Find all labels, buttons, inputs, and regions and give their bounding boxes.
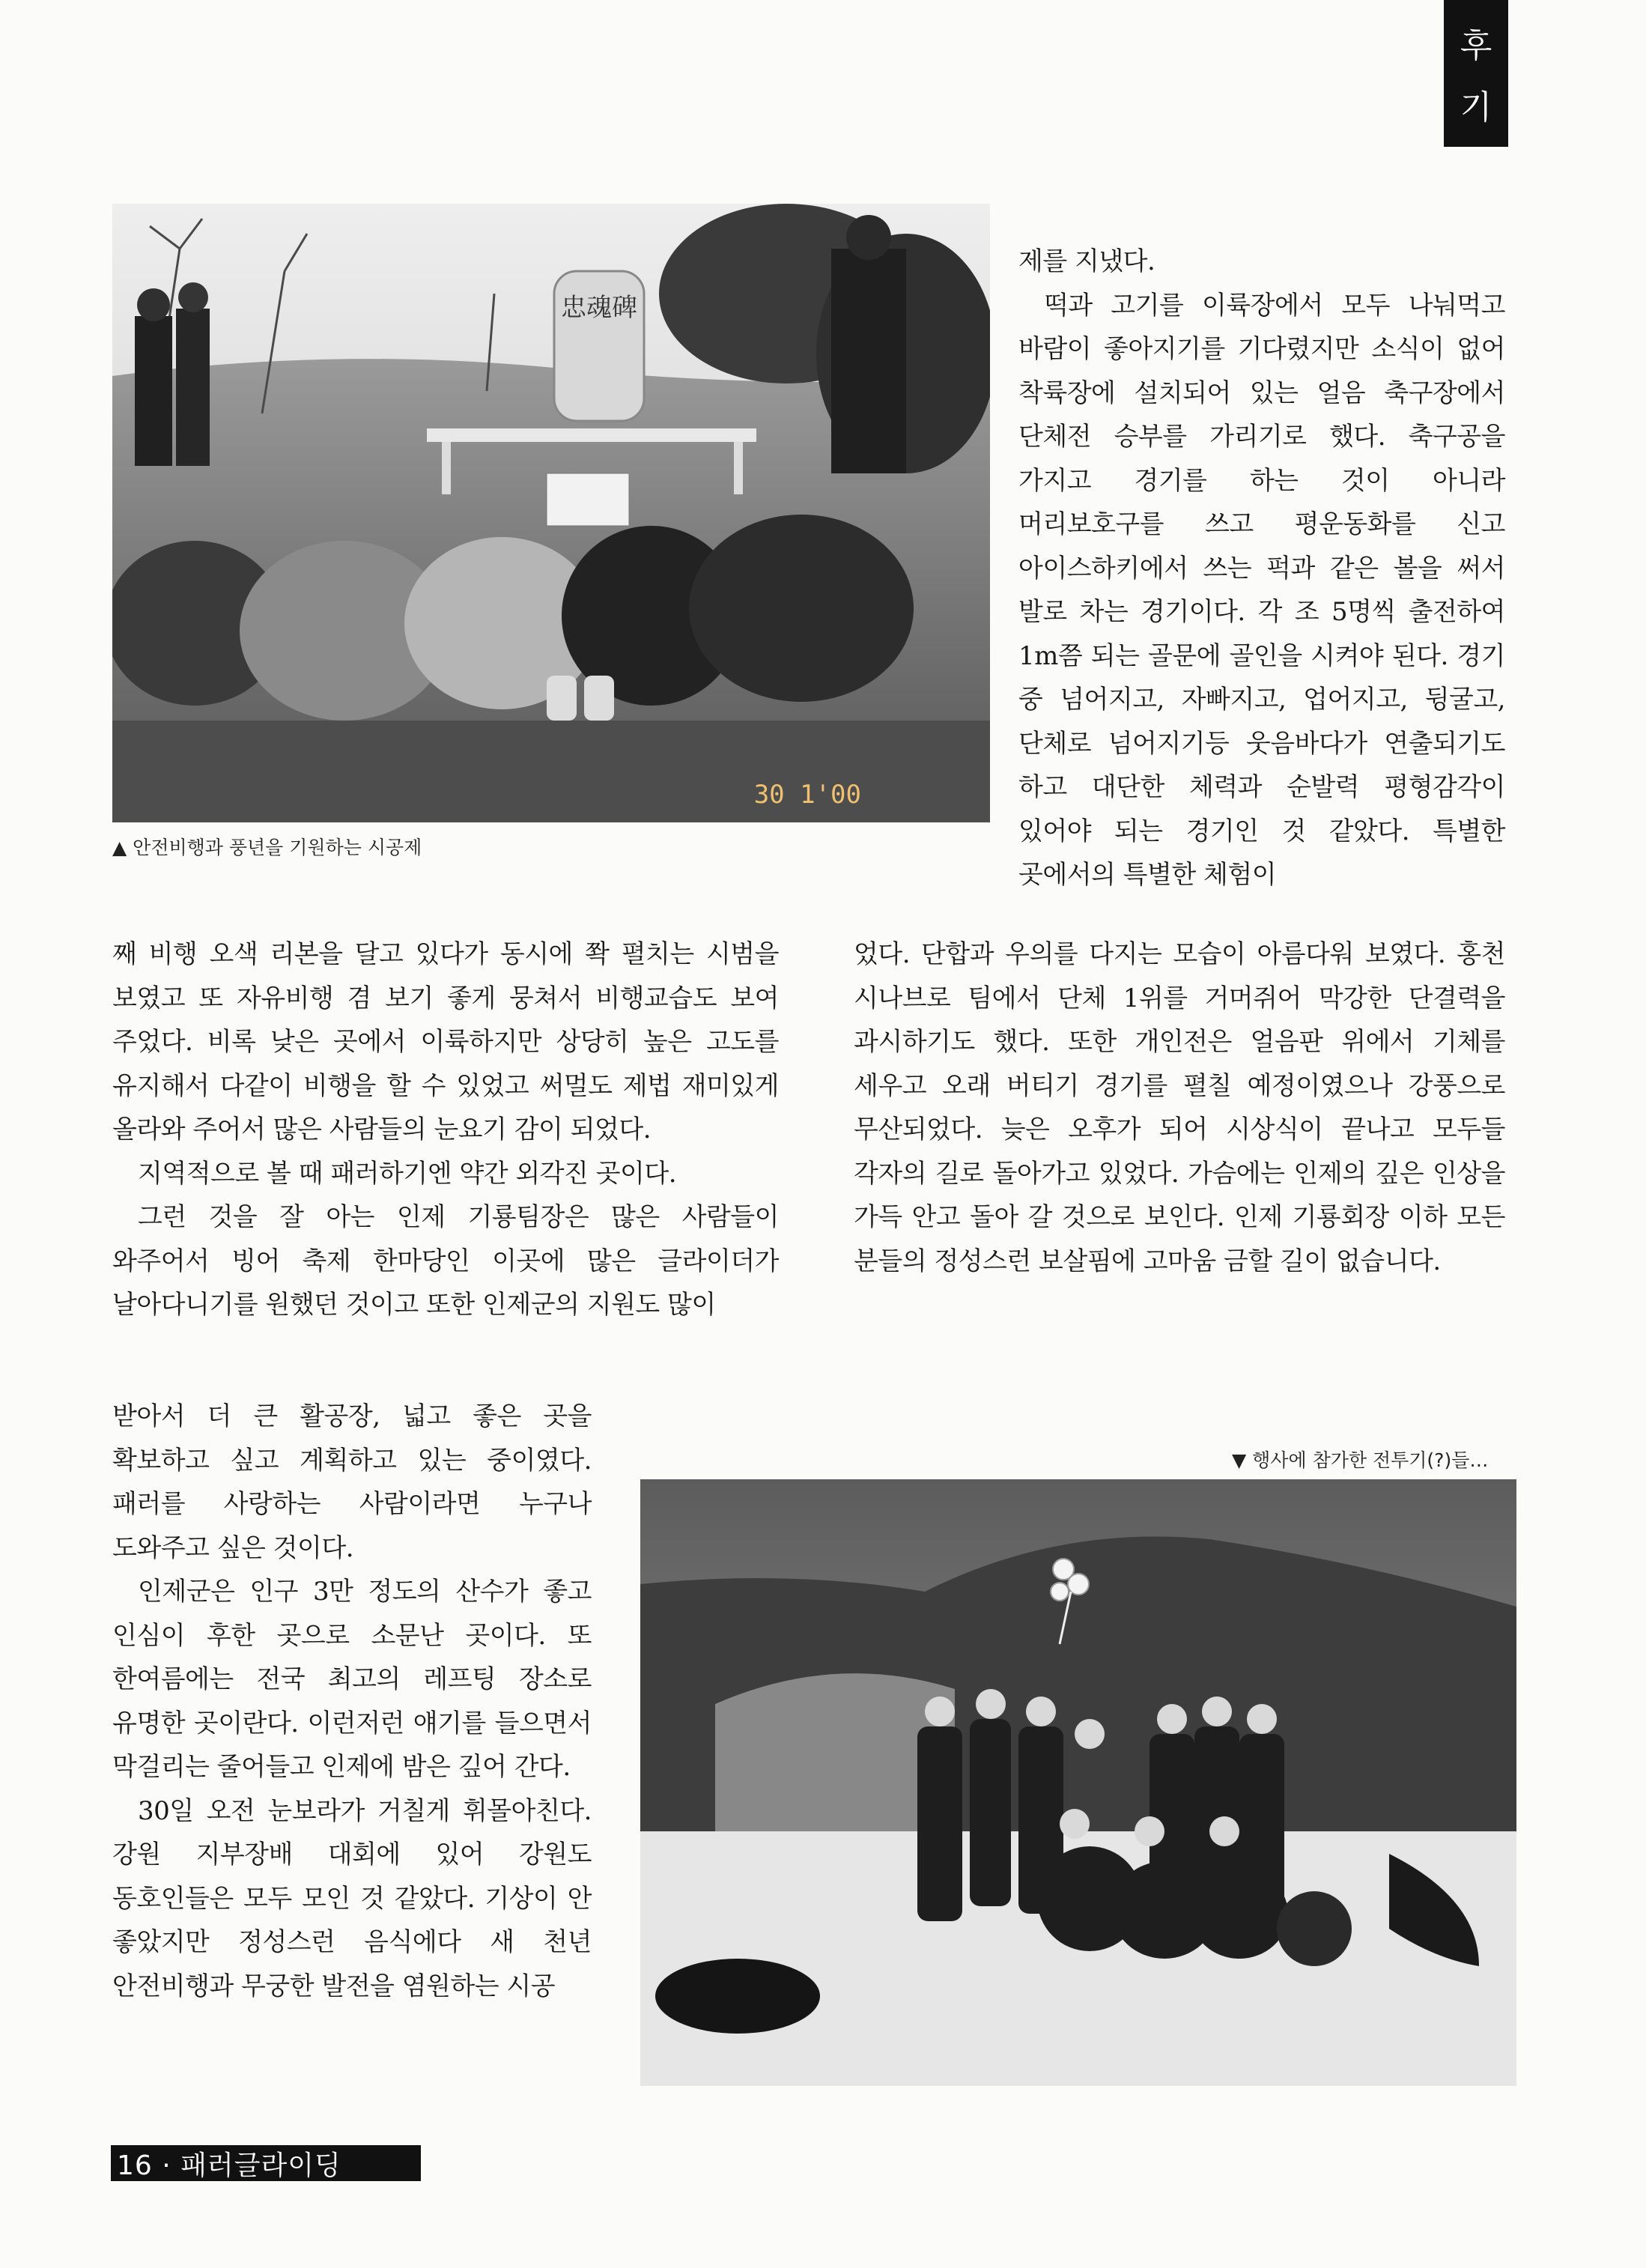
page-footer: 16 · 패러글라이딩 xyxy=(111,2145,421,2181)
ceremony-photo xyxy=(112,204,990,822)
left-paragraph-1: 째 비행 오색 리본을 달고 있다가 동시에 쫙 펼치는 시범을 보였고 또 자유비행 겸 보기 좋게 뭉쳐서 비행교습도 보여 주었다. 비록 낮은 곳에서 이륙하지만 상당히 높은 고도를 유지해서 다같이 비행을 할 수 있었고 써멀도 제법 재미있게 올라와 주어서 많은 사람들의 눈요기 감이 되었다. xyxy=(112,939,779,1144)
left-paragraph-4: 받아서 더 큰 활공장, 넓고 좋은 곳을 확보하고 싶고 계획하고 있는 중이였다. 패러를 사랑하는 사람이라면 누구나 도와주고 싶은 것이다. xyxy=(112,1401,592,1563)
left-column-bottom xyxy=(112,1395,592,2008)
ceremony-photo-caption: ▲ 안전비행과 풍년을 기원하는 시공제 xyxy=(112,837,422,858)
right-paragraph-2: 떡과 고기를 이륙장에서 모두 나눠먹고 바람이 좋아지기를 기다렸지만 소식이 없어 착륙장에 설치되어 있는 얼음 축구장에서 단체전 승부를 가리기로 했다. 축구공을 가지고 경기를 하는 것이 아니라 머리보호구를 쓰고 평운동화를 신고 아이스하키에서 쓰는 퍽과 같은 볼을 써서 발로 차는 경기이다. 각 조 5명씩 출전하여 1m쯤 되는 골문에 골인을 시켜야 된다. 경기 중 넘어지고, 자빠지고, 업어지고, 뒹굴고, 단체로 넘어지기등 웃음바다가 연출되기도 하고 대단한 체력과 순발력 평형감각이 있어야 되는 경기인 것 같았다. 특별한 곳에서의 특별한 체험이 xyxy=(1018,290,1505,890)
section-tab xyxy=(1444,0,1508,147)
right-column-bottom xyxy=(854,933,1505,1283)
section-tab-char-2: 기 xyxy=(1460,88,1492,127)
left-column-top xyxy=(112,933,779,1327)
right-paragraph-3: 었다. 단합과 우의를 다지는 모습이 아름다워 보였다. 홍천 시나브로 팀에서 단체 1위를 거머쥐어 막강한 단결력을 과시하기도 했다. 또한 개인전은 얼음판 위에서 기체를 세우고 오래 버티기 경기를 펼칠 예정이였으나 강풍으로 무산되었다. 늦은 오후가 되어 시상식이 끝나고 모두들 각자의 길로 돌아가고 있었다. 가슴에는 인제의 깊은 인상을 가득 안고 돌아 갈 것으로 보인다. 인제 기룡회장 이하 모든 분들의 정성스런 보살핌에 고마움 금할 길이 없습니다. xyxy=(854,939,1505,1276)
right-paragraph-1: 제를 지냈다. xyxy=(1018,246,1155,276)
participants-photo-caption: ▼ 행사에 참가한 전투기(?)들… xyxy=(1232,1449,1489,1471)
monument-text-1: 忠魂碑 xyxy=(561,293,637,323)
left-paragraph-5: 인제군은 인구 3만 정도의 산수가 좋고 인심이 후한 곳으로 소문난 곳이다. 또 한여름에는 전국 최고의 레프팅 장소로 유명한 곳이란다. 이런저런 얘기를 들으면서 막걸리는 줄어들고 인제에 밤은 깊어 간다. xyxy=(112,1577,592,1782)
left-paragraph-3: 그런 것을 잘 아는 인제 기룡팀장은 많은 사람들이 와주어서 빙어 축제 한마당인 이곳에 많은 글라이더가 날아다니기를 원했던 것이고 또한 인제군의 지원도 많이 xyxy=(112,1202,779,1320)
participants-photo xyxy=(640,1479,1516,2086)
right-column-top xyxy=(1018,240,1505,897)
section-tab-char-1: 후 xyxy=(1460,27,1492,65)
left-paragraph-2: 지역적으로 볼 때 패러하기엔 약간 외각진 곳이다. xyxy=(138,1158,677,1189)
left-paragraph-6: 30일 오전 눈보라가 거칠게 휘몰아친다. 강원 지부장배 대회에 있어 강원도 동호인들은 모두 모인 것 같았다. 기상이 안 좋았지만 정성스런 음식에다 새 천년 안전비행과 무궁한 발전을 염원하는 시공 xyxy=(112,1795,592,2001)
date-stamp: 30 1'00 xyxy=(753,780,861,810)
ceremony-photo-image xyxy=(112,204,990,822)
participants-photo-image xyxy=(640,1479,1516,2086)
